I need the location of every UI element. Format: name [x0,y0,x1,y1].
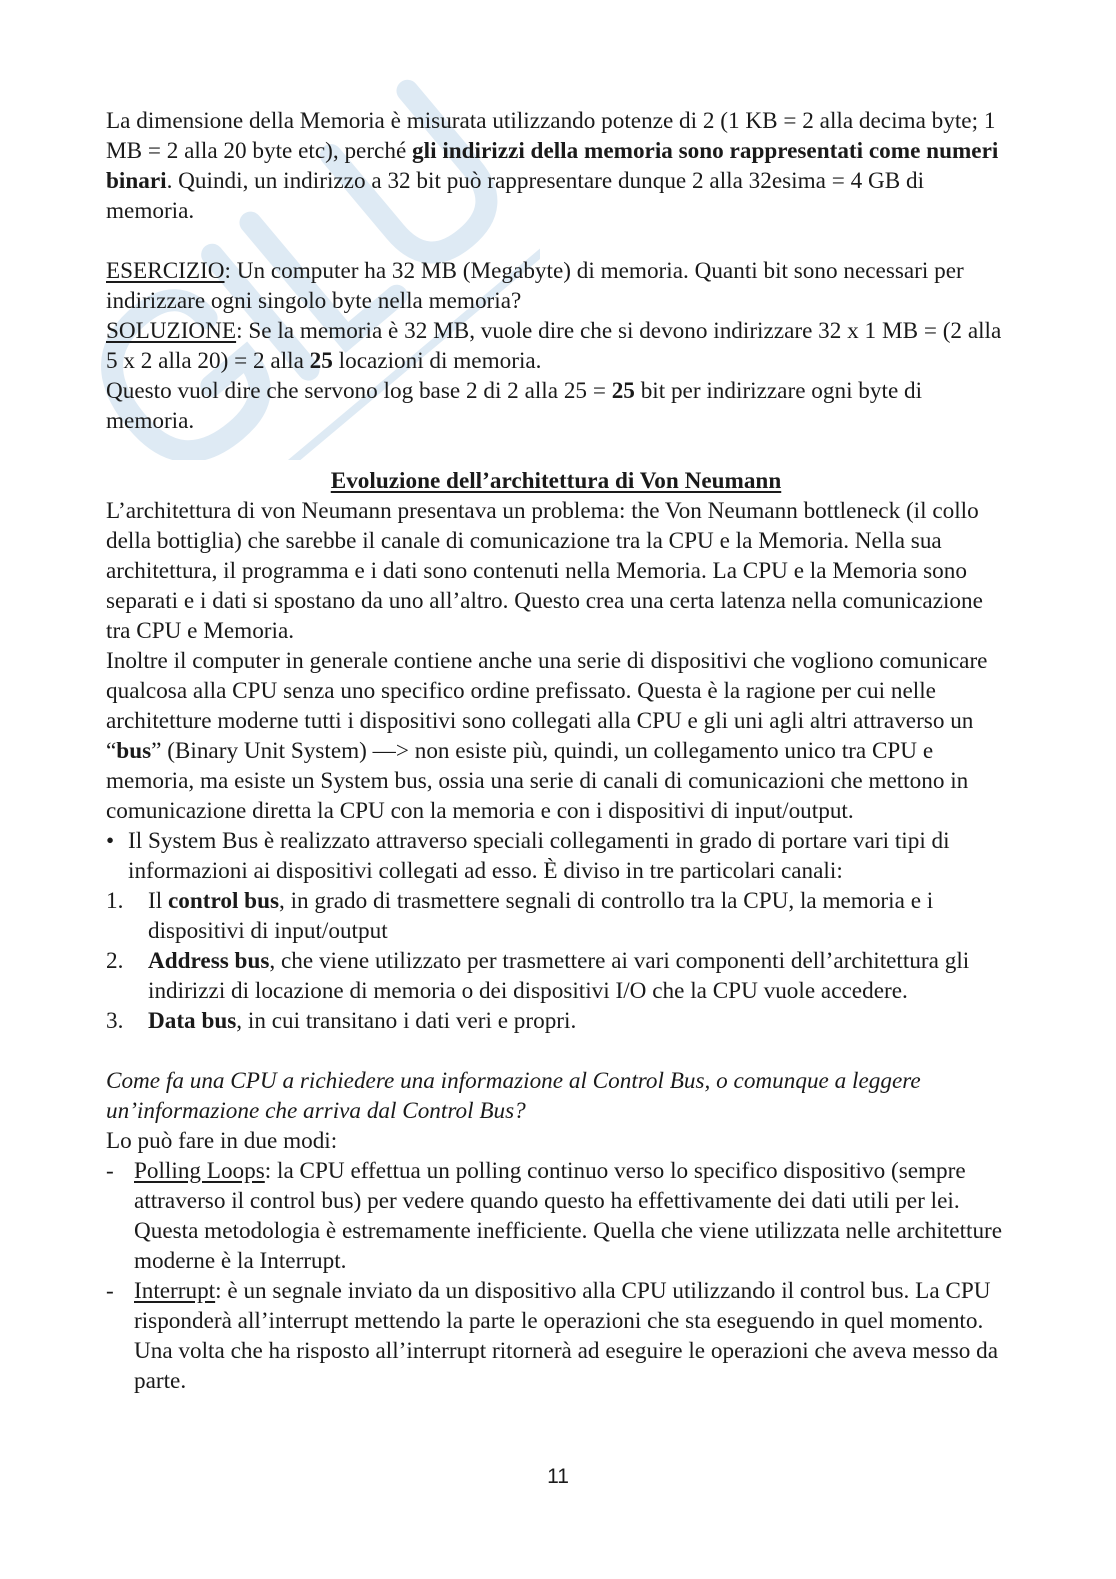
paragraph-memory-size: La dimensione della Memoria è misurata utilizzando potenze di 2 (1 KB = 2 alla decima byte; 1 MB = 2 alla 20 byte etc), perché gli indirizzi della memoria sono rappresentati come numeri binari. Quindi, un indirizzo a 32 bit può rappresentare dunque 2 alla 32esima = 4 GB di memoria. [106,108,999,224]
dash-item-polling: - Polling Loops: la CPU effettua un polling continuo verso lo specifico dispositivo (sempre attraverso il control bus) per vedere quando questo ha effettivamente dei dati utili per lei. Questa metodologia è estremamente inefficiente. Quella che viene utilizzata nelle architetture moderne è la Interrupt. [106,1158,1003,1274]
list-item: 3. Data bus, in cui transitano i dati veri e propri. [106,1008,577,1034]
exercise-paragraph: ESERCIZIO: Un computer ha 32 MB (Megabyte) di memoria. Quanti bit sono necessari per indirizzare ogni singolo byte nella memoria? [106,258,964,314]
solution-paragraph: SOLUZIONE: Se la memoria è 32 MB, vuole dire che si devono indirizzare 32 x 1 MB = (2 alla 5 x 2 alla 20) = 2 alla 25 locazioni di memoria. [106,318,1002,374]
page-number: 11 [547,1465,569,1488]
question-paragraph: Come fa una CPU a richiedere una informazione al Control Bus, o comunque a leggere un’informazione che arriva dal Control Bus? [106,1068,921,1124]
paragraph-bottleneck: L’architettura di von Neumann presentava un problema: the Von Neumann bottleneck (il collo della bottiglia) che sarebbe il canale di comunicazione tra la CPU e la Memoria. Nella sua architettura, il programma e i dati sono contenuti nella Memoria. La CPU e la Memoria sono separati e i dati si spostano da uno all’altro. Questo crea una certa latenza nella comunicazione tra CPU e Memoria. [106,498,983,644]
exercise-label: ESERCIZIO [106,258,225,284]
paragraph-bus: Inoltre il computer in generale contiene anche una serie di dispositivi che vogliono comunicare qualcosa alla CPU senza uno specifico ordine prefissato. Questa è la ragione per cui nelle architetture moderne tutti i dispositivi sono collegati alla CPU e gli uni agli altri attraverso un “bus” (Binary Unit System) —> non esiste più, quindi, un collegamento unico tra CPU e memoria, ma esiste un System bus, ossia una serie di canali di comunicazioni che mettono in comunicazione diretta la CPU con la memoria e con i dispositivi di input/output. [106,648,988,824]
page-content [106,106,1006,1396]
intro-line: Lo può fare in due modi: [106,1128,338,1154]
list-item: 1. Il control bus, in grado di trasmettere segnali di controllo tra la CPU, la memoria e i dispositivi di input/output [106,888,934,944]
solution-label: SOLUZIONE [106,318,237,344]
dash-item-interrupt: - Interrupt: è un segnale inviato da un dispositivo alla CPU utilizzando il control bus. La CPU risponderà all’interrupt mettendo la parte le operazioni che sta eseguendo in quel momento. Una volta che ha risposto all’interrupt ritornerà ad eseguire le operazioni che aveva messo da parte. [106,1278,999,1394]
list-item: 2. Address bus, che viene utilizzato per trasmettere ai vari componenti dell’architettura gli indirizzi di locazione di memoria o dei dispositivi I/O che la CPU vuole accedere. [106,948,970,1004]
bullet-system-bus: • Il System Bus è realizzato attraverso speciali collegamenti in grado di portare vari tipi di informazioni ai dispositivi collegati ad esso. È diviso in tre particolari canali: [106,828,950,884]
log-paragraph: Questo vuol dire che servono log base 2 di 2 alla 25 = 25 bit per indirizzare ogni byte di memoria. [106,378,923,434]
section-heading: Evoluzione dell’architettura di Von Neumann [330,468,782,494]
